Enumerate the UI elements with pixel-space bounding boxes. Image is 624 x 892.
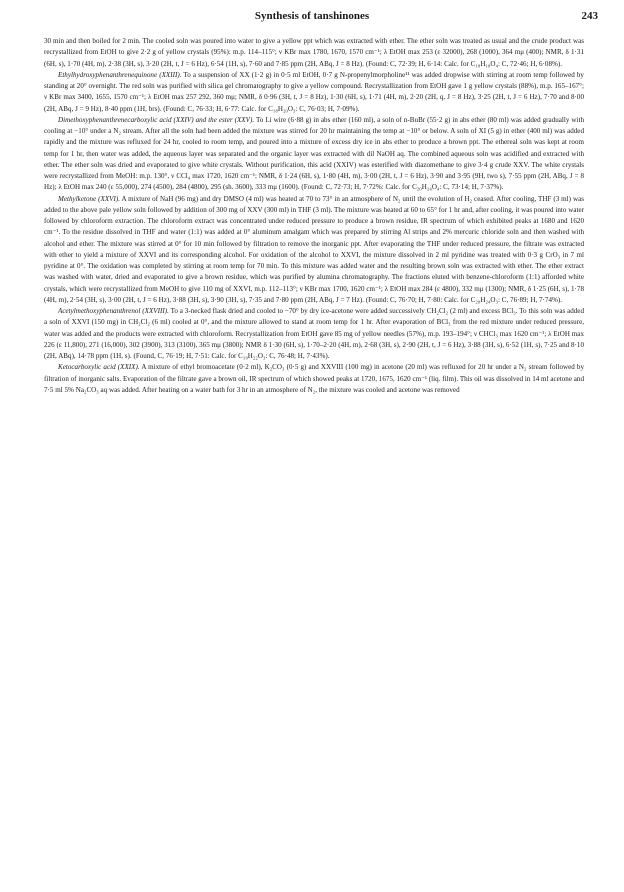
paragraph-text: 30 min and then boiled for 2 min. The cooled soln was poured into water to give a yellow ppt which was extracted with ether. The ether soln was treated as usual and the crude product was recrystallized from EtOH to give 2·2 g of yellow crystals (95%): m.p. 114–115°; ν KBr max 1780, 1670, 1570 cm⁻¹; λ EtOH max 253 (ε 32000), 268 (1000), 364 mμ (400); NMR, δ 1·31 (6H, s), 1·70 (4H, m), 2·38 (3H, s), 3·20 (2H, t, J = 6 Hz), 6·54 (1H, s), 7·60 and 7·85 ppm (2H, ABq, J = 8 Hz). (Found: C, 72·39; H, 6·14: Calc. for C₁₈H₁₈O₄: C, 72·46; H, 6·08%). xyxy=(44,37,584,68)
running-title: Synthesis of tanshinones xyxy=(254,10,370,22)
compound-heading: Acetylmethoxyphenanthrenol (XXVIII). xyxy=(58,307,169,315)
paragraph-text: To Li wire (6·88 g) in abs ether (160 ml), a soln of n-BuBr (55·2 g) in abs ether (80 ml) was added gradually with cooling at −10° under a N₂ stream. After all the soln had been added the mixture was stirred for 20 hr maintaining the temp at −10° or below. A soln of XI (5 g) in ether (400 ml) was added rapidly and the mixture was refluxed for 24 hr, cooled to room temp, and poured into a mixture of excess dry ice in abs ether to produce a brown ppt. The ethereal soln was kept at room temp for 1 hr, then water was added, the aqueous layer was separated and the organic layer was extracted with dil NaOH aq. The combined aqueous soln was acidified and extracted with ether. The ether soln was dried and evaporated to give white crystals. Without purification, this acid (XXIV) was esterified with diazomethane to give 3·4 g crude XXV. The white crystals were recrystallized from MeOH: m.p. 130°, ν CCl₄ max 1720, 1620 cm⁻¹; NMR, δ 1·24 (6H, s), 1·80 (4H, m), 3·00 (2H, t, J = 6 Hz), 3·90 and 3·95 (9H, two s), 7·55 ppm (2H, ABq, J = 8 Hz); λ EtOH max 240 (ε 55,000), 274 (4500), 284 (4800), 295 (sh. 3600), 333 mμ (1600). (Found: C, 72·73; H, 7·72%: Calc. for C₂₀H₂₄O₄: C, 73·14; H, 7·37%). xyxy=(44,115,584,192)
paragraph xyxy=(44,115,584,194)
paragraph-text: To a 3-necked flask dried and cooled to −70° by dry ice-acetone were added successively CH₂Cl₂ (2 ml) and excess BCl₃. To this soln was added a soln of XXVI (150 mg) in CH₂Cl₂ (6 ml) cooled at 0°, and the mixture allowed to stand at room temp for 1 hr. After evaporation of BCl₃ from the red mixture under reduced pressure, water was added and the products were extracted with chloroform. Recrystallization from EtOH gave 85 mg of yellow needles (57%), m.p. 193–194°; ν CHCl₃ max 1620 cm⁻¹; λ EtOH max 226 (ε 11,800), 271 (16,000), 302 (3900), 313 (3100), 365 mμ (3800); NMR δ 1·30 (6H, s), 1·70–2·20 (4H, m), 2·68 (3H, s), 2·90 (2H, t, J = 6 Hz), 3·88 (3H, s), 6·52 (1H, s), 7·25 and 8·10 (2H, ABq), 14·78 ppm (1H, s). (Found, C, 76·19; H, 7·51: Calc. for C₁₉H₂₂O₃: C, 76·48; H, 7·43%). xyxy=(44,307,584,360)
compound-heading: Dimethoxyphenanthrenecarboxylic acid (XXIV) and the ester (XXV). xyxy=(58,115,255,124)
paragraph-text: To a suspension of XX (1·2 g) in 0·5 ml EtOH, 0·7 g N-propenylmorpholine¹¹ was added dropwise with stirring at room temp followed by standing at 20° overnight. The red soln was purified with silica gel chromatography to give a yellow compound. Recrystallization from EtOH gave 1 g yellow crystals (88%), m.p. 165–167°; ν KBr max 3400, 1655, 1570 cm⁻¹; λ EtOH max 257 292, 360 mμ; NMR, δ 0·96 (3H, t, J = 8 Hz), 1·30 (6H, s), 1·71 (4H, m), 2·20 (2H, q, J = 8 Hz), 3·25 (2H, t, J = 6 Hz), 7·70 and 8·00 (2H, ABq, J = 9 Hz), 8·40 ppm (1H, brs). (Found: C, 76·33; H, 6·77: Calc. for C₁₈H₂₀O₃: C, 76·03; H, 7·09%). xyxy=(44,70,584,113)
compound-heading: Ethylhydroxyphenanthrenequinone (XXIII). xyxy=(58,70,182,79)
paragraph xyxy=(44,362,584,396)
article-body xyxy=(44,36,584,396)
paragraph-text: A mixture of NaH (96 mg) and dry DMSO (4 ml) was heated at 70 to 73° in an atmosphere of N₂ until the evolution of H₂ ceased. After cooling, THF (3 ml) was added to the above pale yellow soln followed by addition of 300 mg of XXV (300 ml) in THF (3 ml). The mixture was heated at 60 to 65° for 1 hr and, after cooling, it was poured into water followed by chloroform extraction. The chloroform extract was concentrated under reduced pressure to produce a brown residue, IR spectrum of which exhibited peaks at 1680 and 1620 cm⁻¹. To the residue dissolved in THF and water (1:1) was added at 0° aluminum amalgam which was prepared by stirring Al strips and 2% mercuric chloride soln and then washed with alcohol and ether. The mixture was stirred at 0° for 10 min followed by filtration to remove the inorganic ppt. After evaporating the THF under reduced pressure, the filtrate was extracted with ether to yield a mixture of XXVI and its corresponding alcohol. For oxidation of the alcohol to XXVI, the mixture dissolved in 2 ml pyridine was treated with 0·3 g CrO₃ in 7 ml pyridine at 0°. The oxidation was completed by stirring at room temp for 70 min. To this mixture was added water and the resulting brown soln was extracted with ether. The ether extract was washed with water, dried and evaporated to give a brown residue, which was purified by alumina chromatography. The fractions eluted with benzene-chloroform (1:1) afforded white crystals, which were recrystallized from MeOH to give 110 mg of XXVI, m.p. 112–113°; ν KBr max 1700, 1620 cm⁻¹; λ EtOH max 284 (ε 4800), 332 mμ (1300); NMR, δ 1·25 (6H, s), 1·78 (4H, m), 2·54 (3H, s), 3·00 (2H, t, J = 6 Hz), 3·88 (3H, s), 3·90 (3H, s), 7·35 and 7·80 ppm (2H, ABq, J = 7 Hz). (Found: C, 76·70; H, 7·80: Calc. for C₂₀H₂₄O₃: C, 76·89; H, 7·74%). xyxy=(44,194,584,304)
compound-heading: Methylketone (XXVI). xyxy=(58,194,120,203)
running-head xyxy=(0,10,624,26)
paragraph xyxy=(44,36,584,70)
paragraph xyxy=(44,70,584,115)
paragraph-text: A mixture of ethyl bromoacetate (0·2 ml), K₂CO₃ (0·5 g) and XXVIII (100 mg) in acetone (20 ml) was refluxed for 20 hr under a N₂ stream followed by filtration of inorganic salts. Evaporation of the filtrate gave a brown oil, IR spectrum of which showed peaks at 1720, 1675, 1620 cm⁻¹ (liq. film). This oil was dissolved in 14 ml acetone and 7·5 ml 5% Na₂CO₃ aq was added. After heating on a water bath for 3 hr in an atmosphere of N₂, the mixture was cooled and acetone was removed xyxy=(44,363,584,394)
paragraph xyxy=(44,306,584,362)
page-number: 243 xyxy=(581,10,598,22)
paragraph xyxy=(44,194,584,307)
compound-heading: Ketocarboxylic acid (XXIX). xyxy=(58,363,140,372)
